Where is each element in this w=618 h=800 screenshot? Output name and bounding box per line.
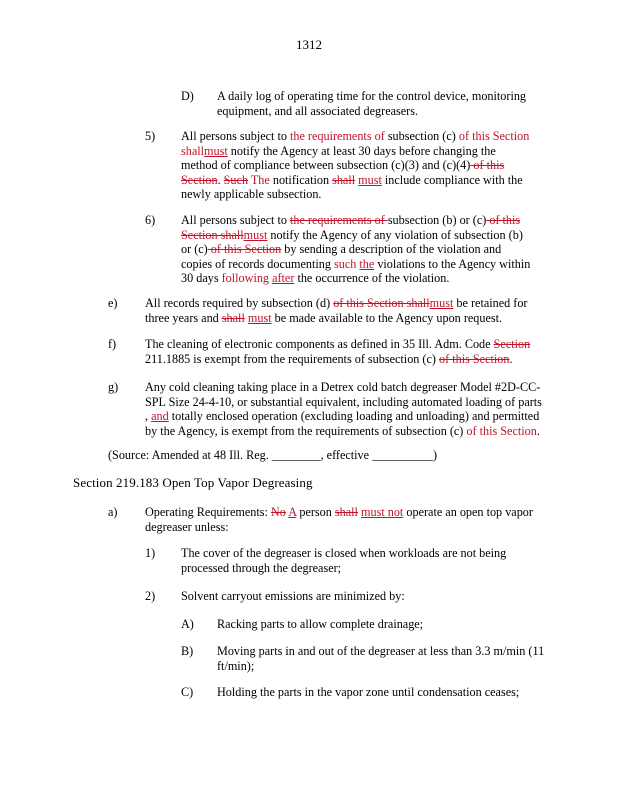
inserted-text: A (288, 505, 297, 519)
text-run: by sending a description of the violation and copies of records documenting (181, 242, 502, 271)
text-run: totally enclosed operation (excluding loading and unloading) and permitted by the Agency, is exempt from the requirements of subsection (c) (145, 409, 540, 438)
item-label: g) (108, 380, 119, 394)
item-label: A) (181, 617, 194, 631)
deleted-text: shall (332, 172, 356, 187)
text-run: the requirements of (290, 129, 385, 143)
inserted-text: must (204, 143, 228, 158)
deleted-text: Section (493, 337, 531, 351)
text-run: . (217, 172, 224, 187)
deleted-text: the requirements of (290, 213, 388, 227)
deleted-text: of this Section (439, 351, 510, 366)
paragraph-text (217, 89, 533, 118)
paragraph-text (181, 129, 533, 202)
inserted-text: must (358, 172, 382, 187)
text-run: Racking parts to allow complete drainage; (217, 617, 424, 631)
text-run: operate an open top vapor degreaser unless: (145, 505, 533, 534)
text-run: of this Section (458, 129, 530, 143)
text-run: (Source: Amended at 48 Ill. Reg. ________, effective __________) (108, 448, 438, 462)
inserted-text: must (429, 296, 454, 310)
deleted-text: of this Section (207, 242, 282, 257)
text-run: 211.1885 is exempt from the requirements of subsection (c) (145, 351, 440, 366)
deleted-text: shall (221, 310, 245, 325)
paragraph-text (217, 617, 537, 632)
text-run: Moving parts in and out of the degreaser at less than 3.3 m/min (11 ft/min); (217, 644, 545, 673)
text-run: violations to the Agency within 30 days (181, 256, 531, 286)
text-run: shall (181, 143, 205, 158)
item-label: 1) (145, 546, 156, 560)
text-run: notification (269, 172, 333, 187)
text-run: such (333, 256, 357, 271)
paragraph-text (145, 337, 535, 366)
paragraph-text (217, 644, 547, 673)
text-run: All records required by subsection (d) (145, 296, 334, 310)
inserted-text: must (243, 227, 268, 242)
text-run: of this Section (466, 423, 537, 438)
inserted-text: and (151, 409, 169, 424)
paragraph-text (181, 546, 521, 575)
text-run: include compliance with the newly applicable subsection. (181, 172, 523, 202)
text-run: the occurrence of the violation. (294, 271, 450, 286)
text-run: person (296, 505, 335, 519)
paragraph-text (181, 589, 521, 604)
item-label: B) (181, 644, 194, 658)
item-label: 6) (145, 213, 156, 227)
text-run: notify the Agency at least 30 days before changing the method of compliance between subsection (c)(3) and (c)(4) (181, 143, 496, 173)
deleted-text: No (270, 505, 286, 519)
paragraph-text (145, 380, 543, 438)
text-run: following (221, 271, 270, 286)
paragraph-text (145, 505, 537, 534)
item-label: f) (108, 337, 117, 351)
item-label: D) (181, 89, 194, 103)
item-label: e) (108, 296, 118, 310)
paragraph-text (108, 448, 508, 463)
deleted-text: of this Section (181, 158, 505, 187)
inserted-text: after (272, 271, 295, 286)
text-run: be retained for three years and (145, 296, 528, 325)
item-label: a) (108, 505, 118, 519)
text-run: subsection (c) (384, 129, 459, 143)
text-run: The cover of the degreaser is closed when workloads are not being processed through the degreaser; (181, 546, 507, 575)
deleted-text: of this Section shall (333, 296, 430, 310)
text-run: Operating Requirements: (145, 505, 271, 519)
inserted-text: must not (361, 505, 404, 519)
inserted-text: the (359, 256, 375, 271)
inserted-text: must (247, 310, 272, 325)
text-run: A daily log of operating time for the control device, monitoring equipment, and all associated degreasers. (217, 89, 527, 118)
deleted-text: of this Section shall (181, 213, 521, 242)
section-heading: Section 219.183 Open Top Vapor Degreasing (73, 475, 313, 490)
text-run: be made available to the Agency upon request. (271, 310, 503, 325)
item-label: 2) (145, 589, 156, 603)
text-run: . (536, 423, 540, 438)
text-run: All persons subject to (181, 213, 290, 227)
paragraph-text (217, 685, 537, 700)
page-number: 1312 (296, 37, 322, 52)
text-run: The (250, 172, 270, 187)
paragraph-text (145, 296, 535, 325)
item-label: C) (181, 685, 194, 699)
text-run: subsection (b) or (c) (387, 213, 487, 227)
text-run: The cleaning of electronic components as defined in 35 Ill. Adm. Code (145, 337, 494, 351)
text-run: All persons subject to (181, 129, 290, 143)
text-run: . (509, 351, 513, 366)
deleted-text: shall (334, 505, 358, 519)
deleted-text: Such (223, 172, 249, 187)
text-run: Holding the parts in the vapor zone until condensation ceases; (217, 685, 520, 699)
text-run: Solvent carryout emissions are minimized by: (181, 589, 405, 603)
text-run: Any cold cleaning taking place in a Detrex cold batch degreaser Model #2D-CC-SPL Size 24-4-10, or substantial equivalent, including automated loading of parts , (145, 380, 542, 424)
paragraph-text (181, 213, 533, 286)
text-run: notify the Agency of any violation of subsection (b) or (c) (181, 227, 523, 257)
item-label: 5) (145, 129, 156, 143)
